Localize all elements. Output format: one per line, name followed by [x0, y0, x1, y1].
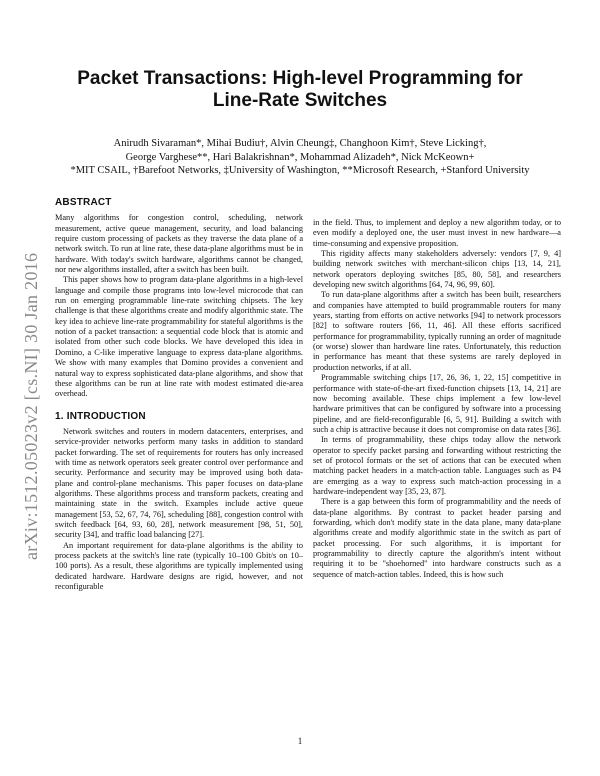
intro-paragraph-2: An important requirement for data-plane algorithms is the ability to process packets at the switch's line rate (typically 10–100 Gbit/s on 10–100 ports). As a result, these algorithms are typically implemented using dedicated hardware. Hardware designs are rigid, however, and not reconfigurable — [55, 540, 303, 592]
abstract-paragraph-2: This paper shows how to program data-plane algorithms in a high-level language and compile those programs into low-level microcode that can run on emerging programmable line-rate switching chipsets. The key challenge is that these algorithms create and modify algorithmic state. The key idea to achieve line-rate programmability for stateful algorithms is the notion of a packet transaction: a sequential code block that is atomic and isolated from other such code blocks. We have developed this idea in Domino, a C-like imperative language to express data-plane algorithms. We show with many examples that Domino provides a convenient and natural way to express sophisticated data-plane algorithms, and show that these algorithms can be run at line rate with modest estimated die-area overhead. — [55, 275, 303, 399]
arxiv-stamp: arXiv:1512.05023v2 [cs.NI] 30 Jan 2016 — [21, 252, 41, 560]
page-number: 1 — [297, 736, 303, 746]
intro-paragraph-1: Network switches and routers in modern datacenters, enterprises, and service-provider networks perform many tasks in addition to standard packet forwarding. The set of requirements for routers has only increased with time as network operators seek greater control over performance and security. Performance and security may be improved using both data-plane and control-plane mechanisms. This paper focuses on data-plane algorithms. These algorithms process and transform packets, creating and maintaining state in the switch. Examples include active queue management [53, 52, 67, 74, 76], scheduling [88], congestion control with switch feedback [64, 93, 60, 28], network measurement [98, 51, 50], security [34], and traffic load balancing [27]. — [55, 426, 303, 540]
title-line-1: Packet Transactions: High-level Programming for — [77, 68, 523, 89]
title-line-2: Line-Rate Switches — [212, 90, 388, 111]
introduction-heading: 1. INTRODUCTION — [55, 410, 146, 422]
right-column — [313, 218, 561, 580]
right-paragraph-4: In terms of programmability, these chips today allow the network operator to specify packet parsing and forwarding without restricting the set of protocol formats or the set of actions that can be executed when matching packet headers in a match-action table. Languages such as P4 are emerging as a way to express such match-action processing in a hardware-independent way [35, 23, 87]. — [313, 435, 561, 496]
right-paragraph-0: in the field. Thus, to implement and deploy a new algorithm today, or to even modify a deployed one, the user must invest in new hardware—a time-consuming and expensive proposition. — [313, 218, 561, 248]
right-paragraph-5: There is a gap between this form of programmability and the needs of data-plane algorithms. By contrast to packet header parsing and forwarding, which don't modify state in the data plane, many data-plane algorithms create and modify algorithmic state in the switch as part of packet processing. For such algorithms, it is important for programmability to directly capture the algorithm's intent without requiring it to be "shoehorned" into hardware constructs such as a sequence of match-action tables. Indeed, this is how such — [313, 497, 561, 579]
left-column — [55, 198, 303, 592]
authors-line-1: Anirudh Sivaraman*, Mihai Budiu†, Alvin Cheung‡, Changhoon Kim†, Steve Licking†, — [113, 138, 487, 149]
right-paragraph-3: Programmable switching chips [17, 26, 36, 1, 22, 15] competitive in performance with state-of-the-art fixed-function chipsets [13, 14, 21] are now becoming available. These chips implement a few low-level hardware primitives that can be configured by software into a processing pipeline, and are field-reconfigurable [6, 5, 91]. Building a switch with such a chip is attractive because it does not compromise on data rates [36]. — [313, 373, 561, 434]
abstract-heading: ABSTRACT — [55, 197, 112, 208]
right-paragraph-1: This rigidity affects many stakeholders adversely: vendors [7, 9, 4] building network switches with merchant-silicon chips [13, 14, 21], network operators deploying switches [85, 80, 58], and researchers developing new switch algorithms [64, 74, 96, 99, 60]. — [313, 249, 561, 290]
paper-title — [0, 68, 600, 112]
affiliations: *MIT CSAIL, †Barefoot Networks, ‡University of Washington, **Microsoft Research, +Stanford University — [70, 165, 530, 176]
authors-line-2: George Varghese**, Hari Balakrishnan*, Mohammad Alizadeh*, Nick McKeown+ — [125, 151, 475, 163]
abstract-paragraph-1: Many algorithms for congestion control, scheduling, network measurement, active queue management, security, and load balancing require custom processing of packets as they traverse the data plane of a network switch. To run at line rate, these data-plane algorithms must be in hardware. With today's switch hardware, algorithms cannot be changed, nor new algorithms installed, after a switch has been built. — [55, 213, 303, 275]
author-block — [0, 137, 600, 178]
right-paragraph-2: To run data-plane algorithms after a switch has been built, researchers and companies have attempted to build programmable routers for many years, starting from efforts on active networks [94] to network processors [82] to software routers [66, 11, 46]. All these efforts sacrificed performance for programmability, typically running an order of magnitude (or worse) slower than hardware line rates. Unfortunately, this reduction in performance has meant that these systems are rarely deployed in production networks, if at all. — [313, 290, 561, 372]
